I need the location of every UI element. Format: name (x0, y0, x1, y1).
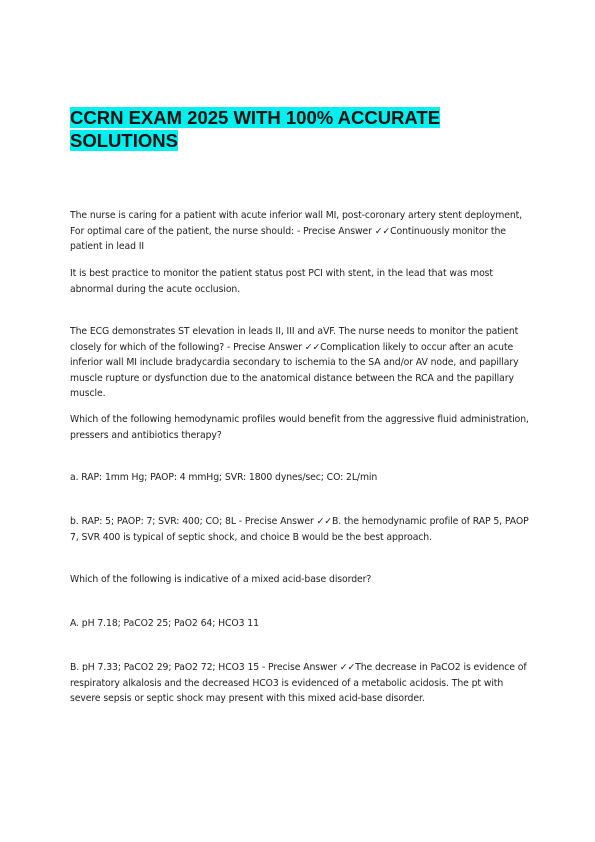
paragraph-q1-answer: The nurse is caring for a patient with acute inferior wall MI, post-coronary artery stent deployment, For optimal care of the patient, the nurse should: - Precise Answer ✓✓Continuously monitor the patient in lead II (70, 210, 523, 252)
paragraph-q4-question: Which of the following is indicative of a mixed acid-base disorder? (70, 574, 372, 585)
paragraph-q3-question: Which of the following hemodynamic profiles would benefit from the aggressive fluid administration, pressers and antibiotics therapy? (70, 414, 529, 441)
title-highlight: CCRN EXAM 2025 WITH 100% ACCURATE SOLUTIONS (70, 107, 441, 151)
paragraph-q2-answer: The ECG demonstrates ST elevation in leads II, III and aVF. The nurse needs to monitor the patient closely for which of the following? - Precise Answer ✓✓Complication likely to occur after an acute inferior wall MI include bradycardia secondary to ischemia to the SA and/or AV node, and papillary muscle rupture or dysfunction due to the anatomical distance between the RCA and the papillary muscle. (70, 326, 519, 399)
paragraph-q3-option-a: a. RAP: 1mm Hg; PAOP: 4 mmHg; SVR: 1800 dynes/sec; CO: 2L/min (70, 472, 378, 483)
paragraph-q3-option-b: b. RAP: 5; PAOP: 7; SVR: 400; CO; 8L - Precise Answer ✓✓B. the hemodynamic profile of RAP 5, PAOP 7, SVR 400 is typical of septic shock, and choice B would be the best approach. (70, 516, 529, 543)
paragraph-q4-option-b: B. pH 7.33; PaCO2 29; PaO2 72; HCO3 15 - Precise Answer ✓✓The decrease in PaCO2 is evidence of respiratory alkalosis and the decreased HCO3 is evidenced of a metabolic acidosis. The pt with severe sepsis or septic shock may present with this mixed acid-base disorder. (70, 662, 527, 704)
paragraph-q4-option-a: A. pH 7.18; PaCO2 25; PaO2 64; HCO3 11 (70, 618, 259, 629)
document-title (70, 106, 530, 152)
paragraph-q1-explanation: It is best practice to monitor the patient status post PCI with stent, in the lead that was most abnormal during the acute occlusion. (70, 268, 493, 295)
